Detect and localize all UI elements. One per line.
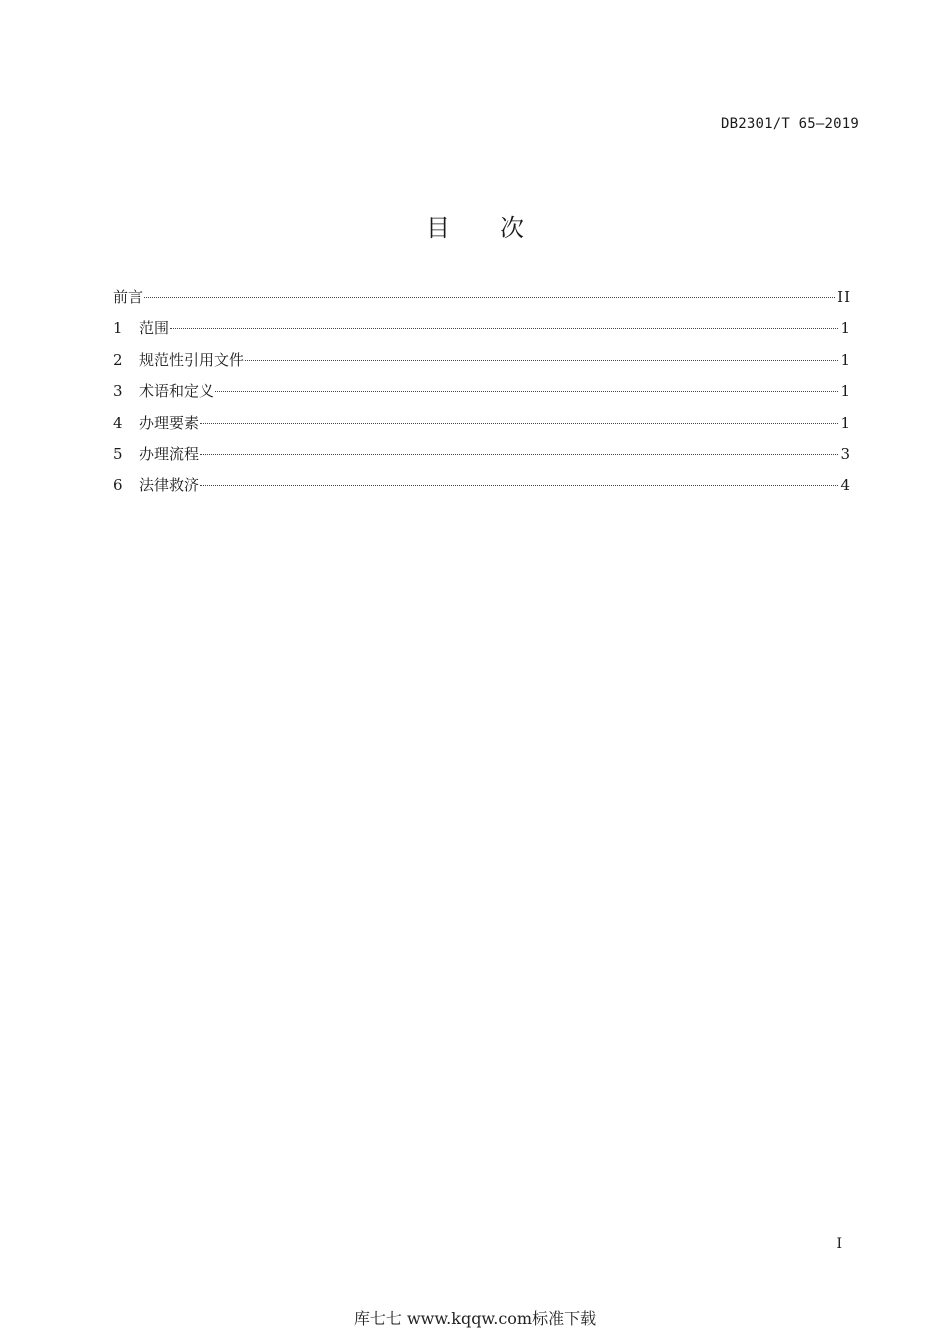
toc-entry-label: 办理要素 bbox=[139, 413, 200, 432]
toc-title-char: 目 bbox=[426, 214, 450, 242]
page-number: I bbox=[836, 1236, 842, 1252]
toc-entry-page: 4 bbox=[840, 476, 851, 495]
toc-entry-legal-remedy[interactable] bbox=[113, 474, 851, 505]
toc-entry-page: II bbox=[837, 288, 851, 306]
toc-entry-page: 3 bbox=[840, 444, 851, 463]
toc-entry-handling-process[interactable] bbox=[113, 443, 851, 474]
toc-entry-label: 规范性引用文件 bbox=[139, 350, 245, 369]
toc-entry-normative-references[interactable] bbox=[113, 349, 851, 380]
toc-entry-number: 5 bbox=[113, 444, 123, 463]
toc-title-char: 次 bbox=[500, 214, 524, 242]
toc-entry-label: 范围 bbox=[139, 319, 170, 338]
toc-list bbox=[113, 286, 851, 506]
toc-entry-page: 1 bbox=[840, 413, 851, 432]
footer-watermark: 库七七 www.kqqw.com标准下载 bbox=[353, 1309, 597, 1328]
toc-entry-label: 法律救济 bbox=[139, 476, 200, 495]
toc-entry-number: 4 bbox=[113, 413, 123, 432]
toc-title bbox=[0, 208, 950, 243]
toc-entry-number: 6 bbox=[113, 476, 123, 495]
toc-entry-number: 2 bbox=[113, 350, 123, 369]
toc-entry-label: 办理流程 bbox=[139, 444, 200, 463]
toc-entry-terms-definitions[interactable] bbox=[113, 380, 851, 411]
toc-entry-label: 前言 bbox=[113, 288, 144, 306]
toc-entry-foreword[interactable] bbox=[113, 286, 851, 317]
toc-entry-label: 术语和定义 bbox=[139, 382, 215, 401]
toc-dot-leader bbox=[200, 485, 838, 486]
toc-entry-number: 1 bbox=[113, 319, 123, 338]
toc-entry-page: 1 bbox=[840, 350, 851, 369]
toc-dot-leader bbox=[170, 328, 838, 329]
toc-entry-scope[interactable] bbox=[113, 317, 851, 348]
toc-entry-number: 3 bbox=[113, 382, 123, 401]
toc-dot-leader bbox=[144, 297, 835, 298]
toc-entry-page: 1 bbox=[840, 382, 851, 401]
toc-dot-leader bbox=[245, 360, 838, 361]
document-code: DB2301/T 65—2019 bbox=[720, 116, 859, 132]
toc-entry-page: 1 bbox=[840, 319, 851, 338]
toc-dot-leader bbox=[200, 454, 838, 455]
toc-entry-handling-elements[interactable] bbox=[113, 412, 851, 443]
toc-dot-leader bbox=[215, 391, 838, 392]
toc-dot-leader bbox=[200, 423, 838, 424]
